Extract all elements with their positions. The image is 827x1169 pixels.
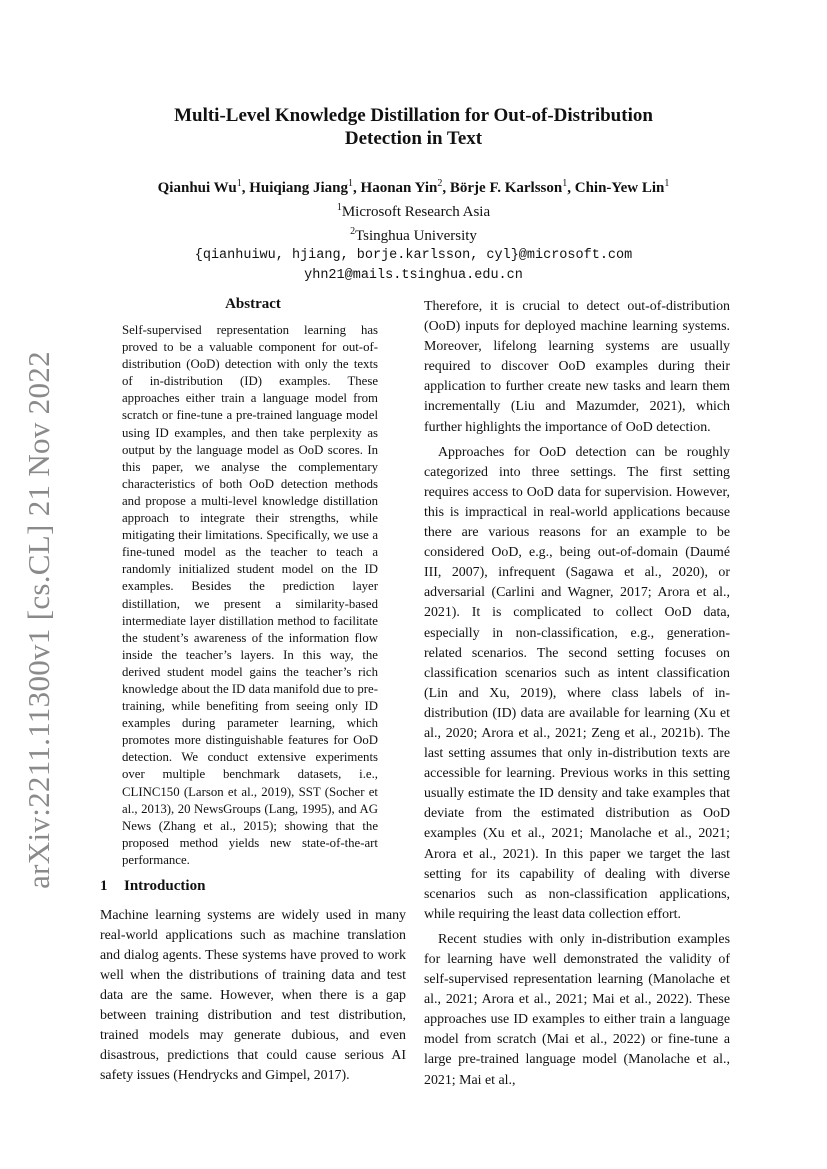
affiliation: $^2$Tsinghua University [350,226,477,244]
paragraph: Machine learning systems are widely used in many real-world applications such as machine translation and dialog agents. These systems have proved to work well when the distributions of training data and test data are the same. However, when there is a gap between training distribution and test distribution, trained models may generate dubious, and even disastrous, predictions that could cause serious AI safety issues (Hendrycks and Gimpel, 2017). [100,908,406,1083]
section-number: 1 [100,878,108,894]
author: Börje F. Karlsson$^1$ [449,178,568,196]
affiliation: $^1$Microsoft Research Asia [336,202,491,220]
paragraph: Therefore, it is crucial to detect out-of-distribution (OoD) inputs for deployed machine learning systems. Moreover, lifelong learning systems are usually required to discover OoD examples during their application to further create new tasks and learn them incrementally (Liu and Mazumder, 2021), which further highlights the importance of OoD detection. [424,299,730,435]
author-list: Qianhui Wu$^1$, Huiqiang Jiang$^1$, Haonan Yin$^2$, Börje F. Karlsson$^1$, Chin-Yew Lin$^1$ [157,178,670,196]
author: Qianhui Wu$^1$ [157,178,242,196]
author: Huiqiang Jiang$^1$ [249,178,354,196]
author: Haonan Yin$^2$ [360,178,443,196]
author: Chin-Yew Lin$^1$ [574,178,670,196]
section-heading [100,878,406,895]
intro-left-column [100,906,406,1086]
abstract-text: Self-supervised representation learning has proved to be a valuable component for out-of-distribution (OoD) detection with only the texts of in-distribution (ID) examples. These approaches either train a language model from scratch or fine-tune a pre-trained language model using ID examples, and then take perplexity as output by the language model as OoD scores. In this paper, we analyse the complementary characteristics of both OoD detection methods and propose a multi-level knowledge distillation approach to integrate their strengths, while mitigating their limitations. Specifically, we use a fine-tuned model as the teacher to teach a randomly initialized student model on the ID examples. Besides the prediction layer distillation, we present a similarity-based intermediate layer distillation method to facilitate the student’s awareness of the information flow inside the teacher’s layers. In this way, the derived student model gains the teacher’s rich knowledge about the ID data manifold due to pre-training, while benefiting from seeing only ID examples during parameter learning, which promotes more distinguishable features for OoD detection. We conduct extensive experiments over multiple benchmark datasets, i.e., CLINC150 (Larson et al., 2019), SST (Socher et al., 2013), 20 NewsGroups (Lang, 1995), and AG News (Zhang et al., 2015); showing that the proposed method yields new state-of-the-art performance. [122,323,378,867]
intro-right-column [424,297,730,1096]
title-line-2: Detection in Text [344,128,483,149]
title-line-1: Multi-Level Knowledge Distillation for Out-of-Distribution [174,105,653,126]
paragraph: Approaches for OoD detection can be roughly categorized into three settings. The first setting requires access to OoD data for supervision. However, this is impractical in real-world applications because there are various reasons for an example to be considered OoD, e.g., being out-of-domain (Daumé III, 2007), infrequent (Sagawa et al., 2020), or adversarial (Carlini and Wagner, 2017; Arora et al., 2021). It is complicated to collect OoD data, especially in non-classification, e.g., generation-related scenarios. The second setting focuses on classification scenarios such as intent classification (Lin and Xu, 2019), where class labels of in-distribution (ID) data are available for learning (Xu et al., 2020; Arora et al., 2021; Zeng et al., 2021b). The last setting assumes that only in-distribution texts are accessible for learning. Previous works in this setting usually estimate the ID density and take examples that deviate from the estimated distribution as OoD examples (Xu et al., 2021; Manolache et al., 2021; Arora et al., 2021). In this paper we target the last setting for its capability of dealing with diverse scenarios such as non-classification applications, while requiring the least data collection effort. [424,444,730,922]
paper-title [100,104,727,150]
section-title: Introduction [124,878,206,894]
author-email: yhn21@mails.tsinghua.edu.cn [304,268,523,283]
abstract-heading: Abstract [225,296,281,312]
author-email: {qianhuiwu, hjiang, borje.karlsson, cyl}@microsoft.com [194,248,633,263]
paragraph: Recent studies with only in-distribution examples for learning have well demonstrated the validity of self-supervised representation learning (Manolache et al., 2021; Arora et al., 2021; Mai et al., 2022). These approaches use ID examples to either train a language model from scratch (Mai et al., 2022) or fine-tune a large pre-trained language model (Manolache et al., 2021; Mai et al., [424,931,730,1088]
arxiv-sidebar [4,351,74,889]
arxiv-identifier: arXiv:2211.11300v1 [cs.CL] 21 Nov 2022 [21,351,57,889]
paper-header [100,104,727,286]
